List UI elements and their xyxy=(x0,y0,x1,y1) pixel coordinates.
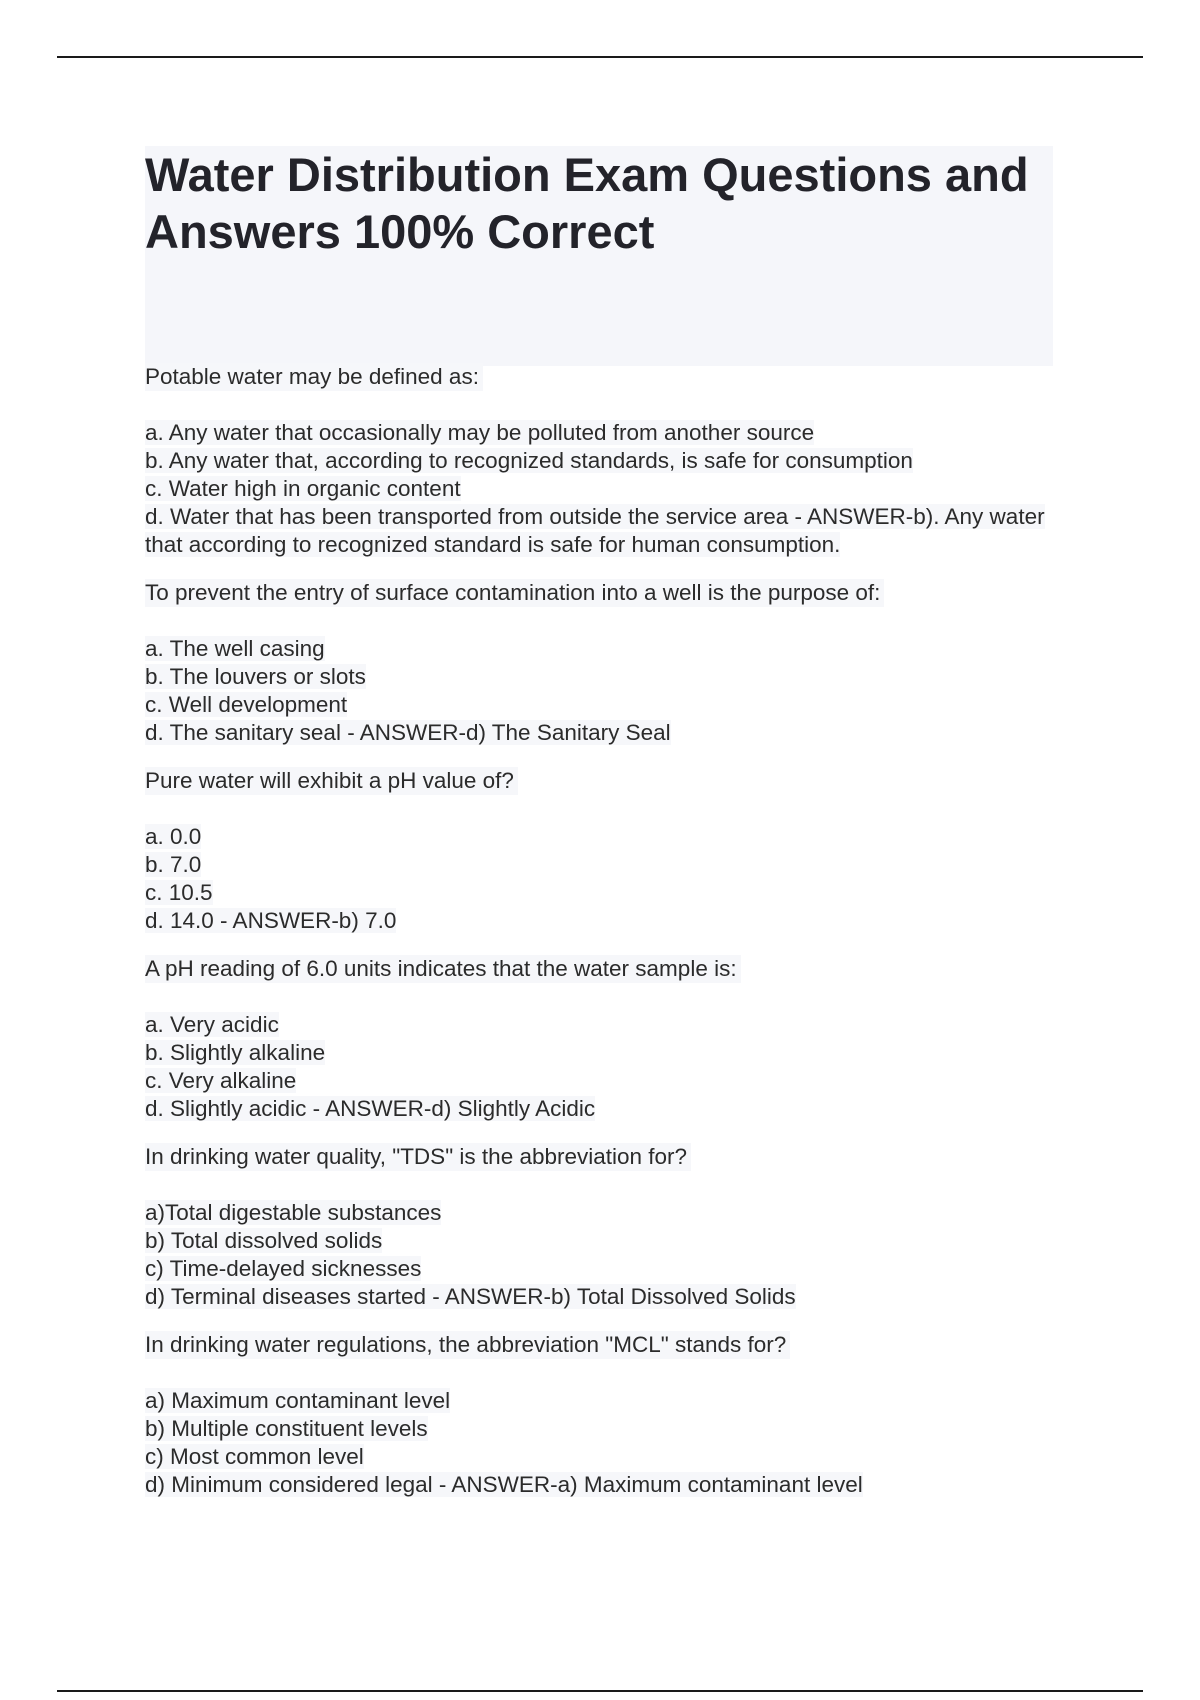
option-item xyxy=(145,1199,1075,1227)
question-text: To prevent the entry of surface contamination into a well is the purpose of: xyxy=(145,579,884,607)
option-text: d. 14.0 - ANSWER-b) 7.0 xyxy=(145,908,397,933)
option-item xyxy=(145,907,1075,935)
option-text: a)Total digestable substances xyxy=(145,1200,442,1225)
option-item xyxy=(145,1255,1075,1283)
option-text: a. Very acidic xyxy=(145,1012,279,1037)
option-text: c. Well development xyxy=(145,692,348,717)
option-text: c) Most common level xyxy=(145,1444,364,1469)
option-item xyxy=(145,447,1075,475)
option-text: d) Minimum considered legal - ANSWER-a) Maximum contaminant level xyxy=(145,1472,863,1497)
option-item xyxy=(145,635,1075,663)
option-item xyxy=(145,851,1075,879)
option-list xyxy=(145,823,1075,935)
option-item xyxy=(145,1283,1075,1311)
option-item xyxy=(145,475,1075,503)
option-item xyxy=(145,1415,1075,1443)
question-block xyxy=(145,1143,1075,1311)
option-list xyxy=(145,1199,1075,1311)
option-text: a. 0.0 xyxy=(145,824,202,849)
option-item xyxy=(145,1067,1075,1095)
option-list xyxy=(145,1011,1075,1123)
question-block xyxy=(145,955,1075,1123)
question-text: A pH reading of 6.0 units indicates that the water sample is: xyxy=(145,955,741,983)
question-block xyxy=(145,363,1075,559)
option-item xyxy=(145,1227,1075,1255)
option-item xyxy=(145,503,1075,559)
bottom-rule xyxy=(57,1690,1143,1692)
option-text: d. Water that has been transported from outside the service area - ANSWER-b). Any water that according to recognized standard is safe for human consumption. xyxy=(145,504,1045,557)
option-list xyxy=(145,635,1075,747)
question-block xyxy=(145,579,1075,747)
option-item xyxy=(145,1443,1075,1471)
question-text: In drinking water regulations, the abbreviation "MCL" stands for? xyxy=(145,1331,790,1359)
option-text: b. Any water that, according to recognized standards, is safe for consumption xyxy=(145,448,913,473)
option-text: d. Slightly acidic - ANSWER-d) Slightly Acidic xyxy=(145,1096,596,1121)
question-block xyxy=(145,1331,1075,1499)
option-item xyxy=(145,1095,1075,1123)
option-text: d) Terminal diseases started - ANSWER-b) Total Dissolved Solids xyxy=(145,1284,796,1309)
option-text: b. 7.0 xyxy=(145,852,202,877)
top-rule xyxy=(57,56,1143,58)
option-item xyxy=(145,1039,1075,1067)
title-block xyxy=(145,146,1053,366)
option-text: c) Time-delayed sicknesses xyxy=(145,1256,422,1281)
document-title: Water Distribution Exam Questions and Answers 100% Correct xyxy=(145,148,1029,258)
option-text: a) Maximum contaminant level xyxy=(145,1388,451,1413)
option-list xyxy=(145,1387,1075,1499)
option-text: c. 10.5 xyxy=(145,880,213,905)
question-block xyxy=(145,767,1075,935)
option-item xyxy=(145,823,1075,851)
option-text: b) Total dissolved solids xyxy=(145,1228,383,1253)
option-item xyxy=(145,691,1075,719)
option-item xyxy=(145,719,1075,747)
option-text: b. Slightly alkaline xyxy=(145,1040,326,1065)
option-item xyxy=(145,879,1075,907)
option-text: c. Water high in organic content xyxy=(145,476,461,501)
option-text: c. Very alkaline xyxy=(145,1068,297,1093)
option-item xyxy=(145,1387,1075,1415)
option-text: b) Multiple constituent levels xyxy=(145,1416,428,1441)
question-text: Pure water will exhibit a pH value of? xyxy=(145,767,518,795)
option-text: a. The well casing xyxy=(145,636,325,661)
option-item xyxy=(145,419,1075,447)
question-text: In drinking water quality, "TDS" is the abbreviation for? xyxy=(145,1143,691,1171)
option-text: d. The sanitary seal - ANSWER-d) The Sanitary Seal xyxy=(145,720,671,745)
option-item xyxy=(145,1471,1075,1499)
option-text: a. Any water that occasionally may be polluted from another source xyxy=(145,420,815,445)
option-item xyxy=(145,663,1075,691)
question-list xyxy=(145,363,1075,1519)
question-text: Potable water may be defined as: xyxy=(145,363,483,391)
option-item xyxy=(145,1011,1075,1039)
option-list xyxy=(145,419,1075,559)
option-text: b. The louvers or slots xyxy=(145,664,366,689)
